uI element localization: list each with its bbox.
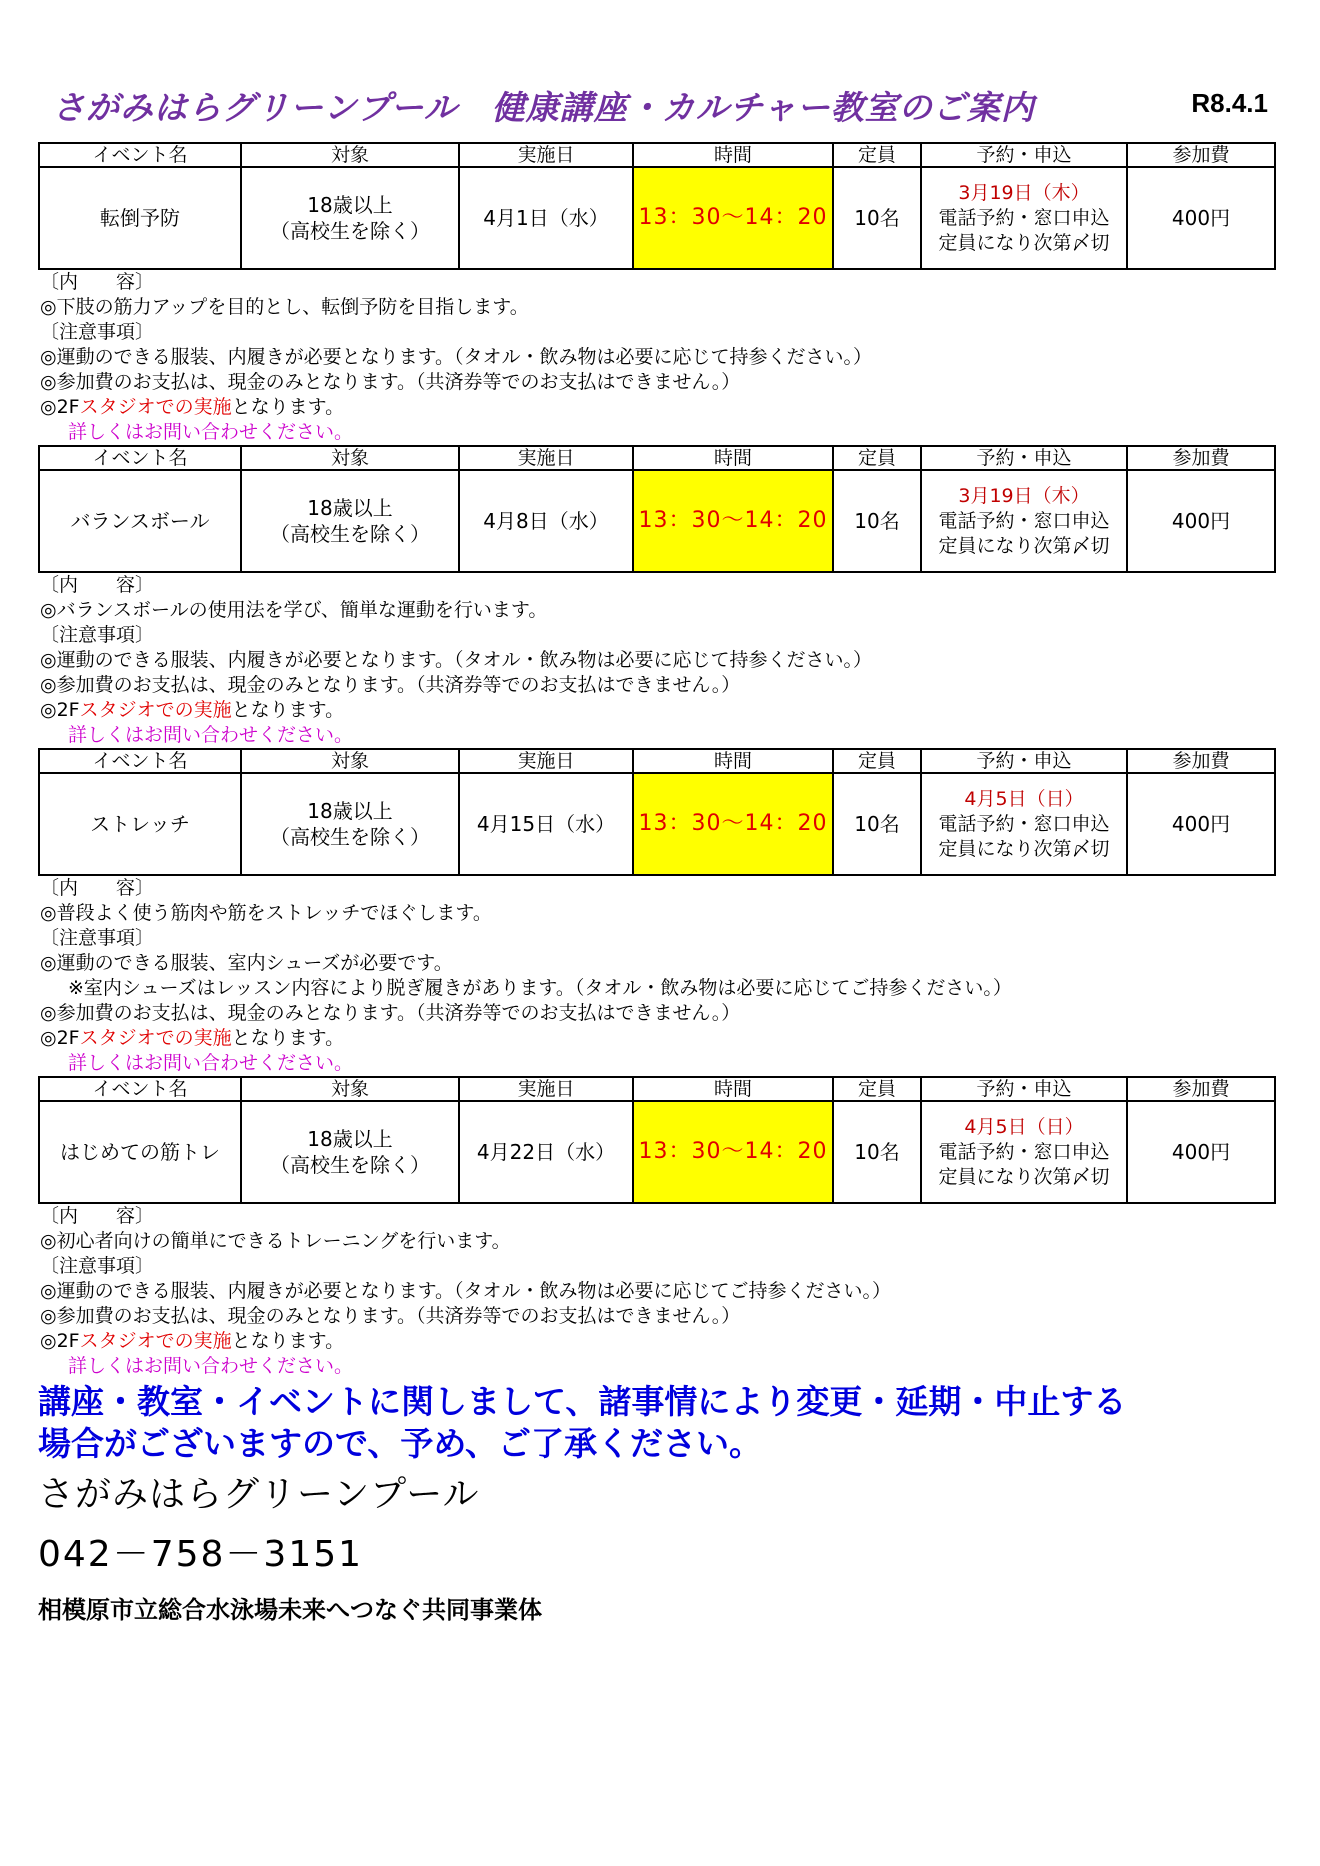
caution-clothing: ◎運動のできる服装、内履きが必要となります。（タオル・飲み物は必要に応じて持参ください。） <box>40 649 873 671</box>
col-header-name: イベント名 <box>39 1077 241 1101</box>
table-row <box>39 470 1275 572</box>
table-row <box>39 773 1275 875</box>
studio-location: スタジオでの実施 <box>79 1027 232 1049</box>
reservation-method: 電話予約・窓口申込 <box>938 812 1110 835</box>
col-header-date: 実施日 <box>459 446 633 470</box>
studio-suffix: となります。 <box>231 396 345 418</box>
caution-label: 〔注意事項〕 <box>40 1255 155 1277</box>
col-header-capacity: 定員 <box>833 446 921 470</box>
event-time: 13：30～14：20 <box>633 167 833 269</box>
reservation-limit: 定員になり次第〆切 <box>938 534 1110 557</box>
studio-location: スタジオでの実施 <box>79 396 232 418</box>
target-note: （高校生を除く） <box>270 522 430 546</box>
caution-label: 〔注意事項〕 <box>40 624 155 646</box>
event-date: 4月22日（水） <box>459 1101 633 1203</box>
col-header-capacity: 定員 <box>833 143 921 167</box>
studio-prefix: ◎2F <box>40 396 80 418</box>
col-header-target: 対象 <box>241 749 459 773</box>
studio-prefix: ◎2F <box>40 1330 80 1352</box>
event-block <box>38 748 1274 1076</box>
issue-date: R8.4.1 <box>1191 88 1268 118</box>
col-header-name: イベント名 <box>39 143 241 167</box>
event-capacity: 10名 <box>833 1101 921 1203</box>
target-age: 18歳以上 <box>307 496 393 520</box>
caution-label: 〔注意事項〕 <box>40 321 155 343</box>
event-notes <box>38 876 1274 1076</box>
col-header-fee: 参加費 <box>1127 446 1275 470</box>
studio-location: スタジオでの実施 <box>79 699 232 721</box>
content-label: 〔内 容〕 <box>40 877 155 899</box>
reservation-deadline: 4月5日（日） <box>964 787 1084 810</box>
reservation-deadline: 3月19日（木） <box>958 484 1090 507</box>
col-header-reserve: 予約・申込 <box>921 446 1127 470</box>
event-name: はじめての筋トレ <box>39 1101 241 1203</box>
col-header-fee: 参加費 <box>1127 749 1275 773</box>
content-text: ◎バランスボールの使用法を学び、簡単な運動を行います。 <box>40 599 548 621</box>
col-header-fee: 参加費 <box>1127 143 1275 167</box>
event-reservation <box>921 470 1127 572</box>
studio-suffix: となります。 <box>231 1027 345 1049</box>
event-notes <box>38 573 1274 748</box>
caution-payment: ◎参加費のお支払は、現金のみとなります。（共済券等でのお支払はできません。） <box>40 1305 741 1327</box>
studio-line <box>40 698 1274 723</box>
studio-prefix: ◎2F <box>40 699 80 721</box>
event-list <box>38 142 1274 1379</box>
col-header-time: 時間 <box>633 446 833 470</box>
studio-suffix: となります。 <box>231 699 345 721</box>
col-header-target: 対象 <box>241 1077 459 1101</box>
target-age: 18歳以上 <box>307 1127 393 1151</box>
facility-name: さがみはらグリーンプール <box>38 1474 480 1515</box>
notice <box>38 1381 1274 1465</box>
caution-payment: ◎参加費のお支払は、現金のみとなります。（共済券等でのお支払はできません。） <box>40 1002 741 1024</box>
event-block <box>38 1076 1274 1379</box>
event-capacity: 10名 <box>833 167 921 269</box>
event-target <box>241 470 459 572</box>
event-fee: 400円 <box>1127 167 1275 269</box>
reservation-method: 電話予約・窓口申込 <box>938 206 1110 229</box>
event-reservation <box>921 773 1127 875</box>
col-header-date: 実施日 <box>459 143 633 167</box>
event-name: ストレッチ <box>39 773 241 875</box>
col-header-capacity: 定員 <box>833 1077 921 1101</box>
event-table <box>38 445 1276 573</box>
studio-line <box>40 1329 1274 1354</box>
reservation-deadline: 4月5日（日） <box>964 1115 1084 1138</box>
event-date: 4月8日（水） <box>459 470 633 572</box>
col-header-fee: 参加費 <box>1127 1077 1275 1101</box>
col-header-name: イベント名 <box>39 749 241 773</box>
page-title: さがみはらグリーンプール 健康講座・カルチャー教室のご案内 <box>52 88 1035 127</box>
studio-location: スタジオでの実施 <box>79 1330 232 1352</box>
notice-line-2: 場合がございますので、予め、ご了承ください。 <box>38 1424 763 1463</box>
content-text: ◎下肢の筋力アップを目的とし、転倒予防を目指します。 <box>40 296 529 318</box>
content-label: 〔内 容〕 <box>40 271 155 293</box>
inquiry-text: 詳しくはお問い合わせください。 <box>68 724 354 746</box>
caution-clothing: ◎運動のできる服装、内履きが必要となります。（タオル・飲み物は必要に応じてご持参ください。） <box>40 1280 892 1302</box>
event-time: 13：30～14：20 <box>633 470 833 572</box>
table-header-row <box>39 143 1275 167</box>
col-header-reserve: 予約・申込 <box>921 1077 1127 1101</box>
studio-line <box>40 1026 1274 1051</box>
col-header-target: 対象 <box>241 446 459 470</box>
content-label: 〔内 容〕 <box>40 1205 155 1227</box>
col-header-target: 対象 <box>241 143 459 167</box>
content-text: ◎初心者向けの簡単にできるトレーニングを行います。 <box>40 1230 511 1252</box>
caution-payment: ◎参加費のお支払は、現金のみとなります。（共済券等でのお支払はできません。） <box>40 371 741 393</box>
caution-label: 〔注意事項〕 <box>40 927 155 949</box>
inquiry-text: 詳しくはお問い合わせください。 <box>68 1355 354 1377</box>
target-note: （高校生を除く） <box>270 1153 430 1177</box>
caution-clothing: ◎運動のできる服装、内履きが必要となります。（タオル・飲み物は必要に応じて持参ください。） <box>40 346 873 368</box>
studio-line <box>40 395 1274 420</box>
event-notes <box>38 270 1274 445</box>
studio-suffix: となります。 <box>231 1330 345 1352</box>
content-label: 〔内 容〕 <box>40 574 155 596</box>
table-header-row <box>39 1077 1275 1101</box>
event-block <box>38 445 1274 748</box>
page <box>38 0 1274 1627</box>
event-block <box>38 142 1274 445</box>
table-row <box>39 1101 1275 1203</box>
event-target <box>241 773 459 875</box>
header <box>38 0 1274 142</box>
event-date: 4月15日（水） <box>459 773 633 875</box>
event-time: 13：30～14：20 <box>633 773 833 875</box>
event-reservation <box>921 1101 1127 1203</box>
event-target <box>241 1101 459 1203</box>
event-fee: 400円 <box>1127 470 1275 572</box>
reservation-limit: 定員になり次第〆切 <box>938 1165 1110 1188</box>
col-header-reserve: 予約・申込 <box>921 749 1127 773</box>
col-header-time: 時間 <box>633 1077 833 1101</box>
event-target <box>241 167 459 269</box>
table-row <box>39 167 1275 269</box>
event-date: 4月1日（水） <box>459 167 633 269</box>
event-capacity: 10名 <box>833 470 921 572</box>
studio-prefix: ◎2F <box>40 1027 80 1049</box>
col-header-date: 実施日 <box>459 1077 633 1101</box>
event-fee: 400円 <box>1127 773 1275 875</box>
reservation-method: 電話予約・窓口申込 <box>938 1140 1110 1163</box>
reservation-limit: 定員になり次第〆切 <box>938 231 1110 254</box>
event-notes <box>38 1204 1274 1379</box>
col-header-time: 時間 <box>633 749 833 773</box>
event-reservation <box>921 167 1127 269</box>
event-fee: 400円 <box>1127 1101 1275 1203</box>
target-note: （高校生を除く） <box>270 825 430 849</box>
content-text: ◎普段よく使う筋肉や筋をストレッチでほぐします。 <box>40 902 492 924</box>
target-age: 18歳以上 <box>307 799 393 823</box>
table-header-row <box>39 446 1275 470</box>
inquiry-text: 詳しくはお問い合わせください。 <box>68 1052 354 1074</box>
col-header-time: 時間 <box>633 143 833 167</box>
col-header-name: イベント名 <box>39 446 241 470</box>
event-table <box>38 748 1276 876</box>
event-capacity: 10名 <box>833 773 921 875</box>
col-header-date: 実施日 <box>459 749 633 773</box>
caution-payment: ◎参加費のお支払は、現金のみとなります。（共済券等でのお支払はできません。） <box>40 674 741 696</box>
notice-line-1: 講座・教室・イベントに関しまして、諸事情により変更・延期・中止する <box>38 1382 1127 1421</box>
event-table <box>38 142 1276 270</box>
target-age: 18歳以上 <box>307 193 393 217</box>
event-name: バランスボール <box>39 470 241 572</box>
col-header-reserve: 予約・申込 <box>921 143 1127 167</box>
caution-shoes-note: ※室内シューズはレッスン内容により脱ぎ履きがあります。（タオル・飲み物は必要に応じてご持参ください。） <box>68 977 1012 999</box>
reservation-method: 電話予約・窓口申込 <box>938 509 1110 532</box>
inquiry-text: 詳しくはお問い合わせください。 <box>68 421 354 443</box>
event-name: 転倒予防 <box>39 167 241 269</box>
phone-number[interactable]: 042－758－3151 <box>38 1534 364 1575</box>
caution-clothing: ◎運動のできる服装、室内シューズが必要です。 <box>40 952 453 974</box>
reservation-deadline: 3月19日（木） <box>958 181 1090 204</box>
table-header-row <box>39 749 1275 773</box>
col-header-capacity: 定員 <box>833 749 921 773</box>
event-table <box>38 1076 1276 1204</box>
operator-name: 相模原市立総合水泳場未来へつなぐ共同事業体 <box>38 1596 542 1624</box>
target-note: （高校生を除く） <box>270 219 430 243</box>
event-time: 13：30～14：20 <box>633 1101 833 1203</box>
reservation-limit: 定員になり次第〆切 <box>938 837 1110 860</box>
